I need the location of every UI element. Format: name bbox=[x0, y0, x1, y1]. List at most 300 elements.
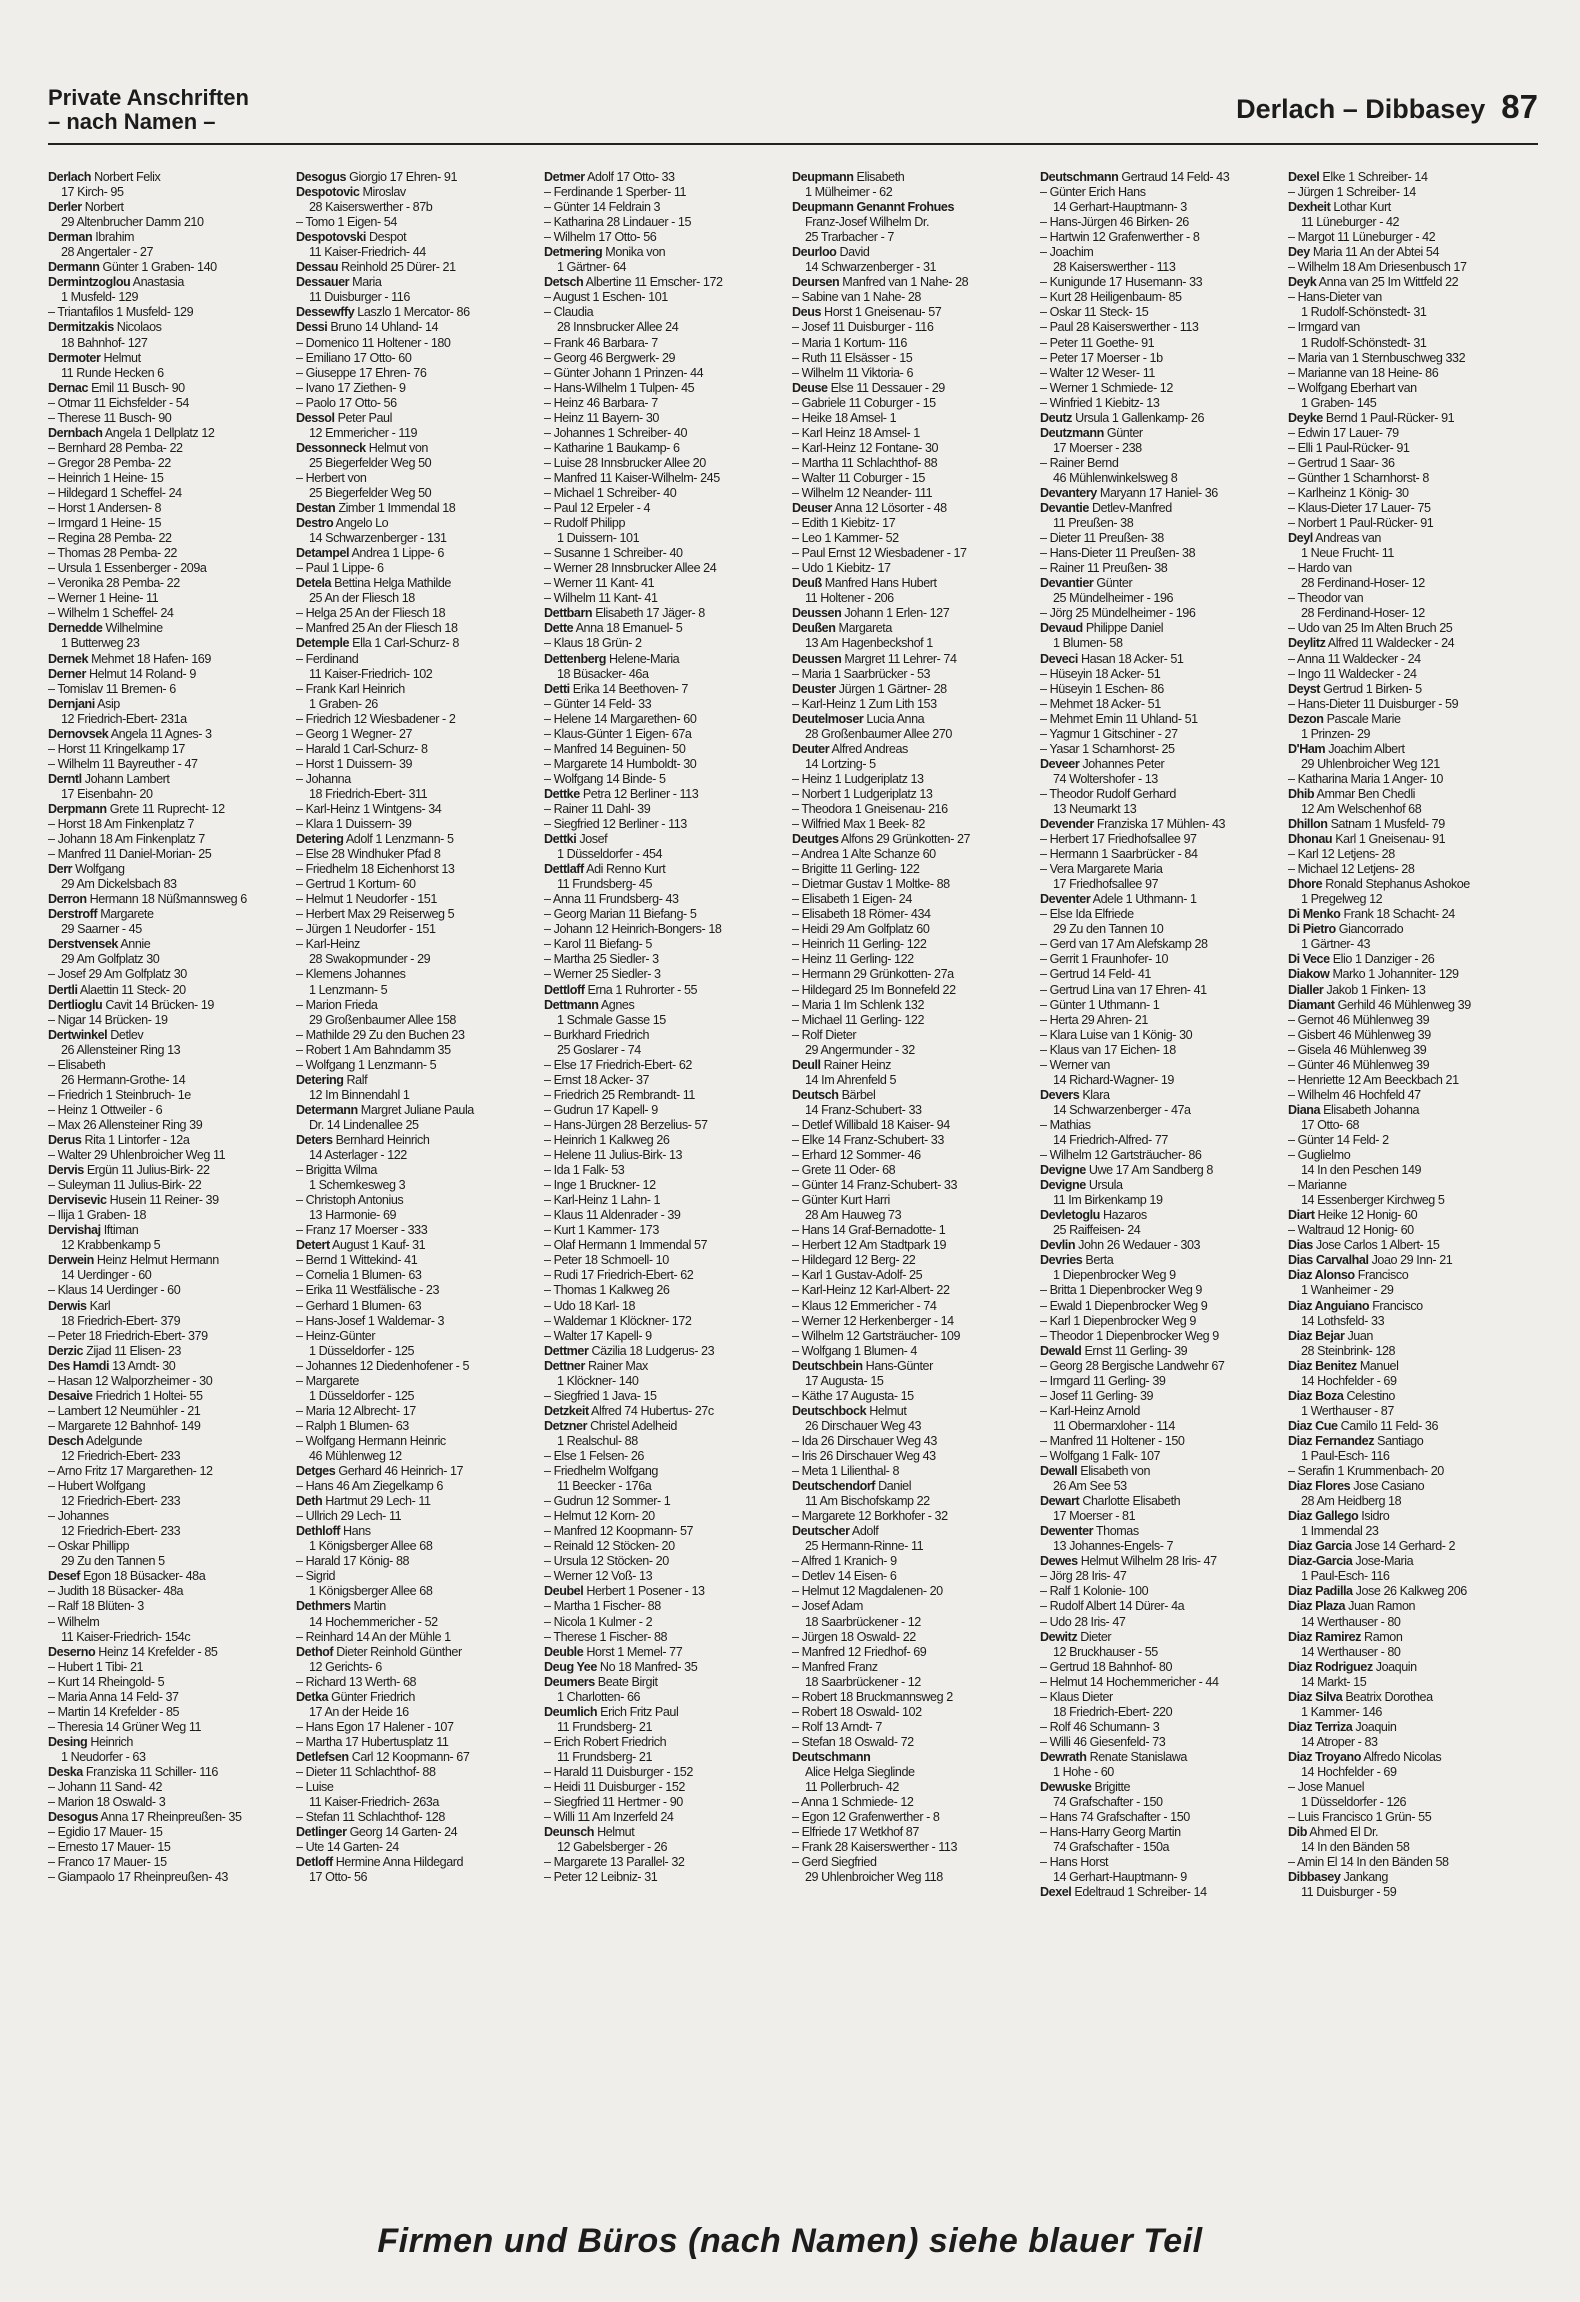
directory-entry: Determann Margret Juliane Paula bbox=[296, 1102, 474, 1117]
directory-entry: Derron Hermann 18 Nüßmannsweg 6 bbox=[48, 892, 247, 907]
directory-entry: – Hubert Wolfgang bbox=[48, 1479, 146, 1494]
directory-entry: Dias Jose Carlos 1 Albert- 15 bbox=[1288, 1238, 1440, 1253]
directory-entry: 12 Friedrich-Ebert- 233 bbox=[61, 1524, 181, 1539]
directory-entry: – Josef 11 Gerling- 39 bbox=[1040, 1388, 1154, 1403]
directory-entry: 14 Hochemmericher - 52 bbox=[309, 1614, 438, 1629]
directory-entry: – Herta 29 Ahren- 21 bbox=[1040, 1012, 1148, 1027]
directory-entry: 11 Obermarxloher - 114 bbox=[1053, 1418, 1175, 1433]
entry-surname: Desef bbox=[48, 1569, 81, 1584]
directory-entry: – Harald 17 König- 88 bbox=[296, 1554, 410, 1569]
entry-surname: Dettki bbox=[544, 832, 577, 847]
directory-entry: – Hartwin 12 Grafenwerther - 8 bbox=[1040, 230, 1200, 245]
directory-entry: – Guglielmo bbox=[1288, 1148, 1351, 1163]
entry-surname: Dhore bbox=[1288, 877, 1323, 892]
entry-surname: Dettke bbox=[544, 786, 580, 801]
entry-surname: Derwein bbox=[48, 1253, 94, 1268]
entry-surname: Dernedde bbox=[48, 621, 103, 636]
directory-entry: – Katharina 28 Lindauer - 15 bbox=[544, 215, 692, 230]
entry-surname: Dernek bbox=[48, 651, 89, 666]
directory-entry: Deutz Ursula 1 Gallenkamp- 26 bbox=[1040, 410, 1205, 425]
entry-surname: Dhib bbox=[1288, 786, 1315, 801]
directory-entry: 14 Asterlager - 122 bbox=[309, 1148, 407, 1163]
directory-entry: – Hans-Jürgen 46 Birken- 26 bbox=[1040, 215, 1189, 230]
directory-entry: – Horst 18 Am Finkenplatz 7 bbox=[48, 817, 195, 832]
entry-surname: Devigne bbox=[1040, 1178, 1086, 1193]
directory-entry: – Gerd van 17 Am Alefskamp 28 bbox=[1040, 937, 1208, 952]
entry-surname: Deuter bbox=[792, 741, 830, 756]
entry-surname: Destro bbox=[296, 516, 334, 531]
directory-entry: – Gertrud Lina van 17 Ehren- 41 bbox=[1040, 982, 1207, 997]
directory-entry: Deyl Andreas van bbox=[1288, 531, 1381, 546]
entry-surname: Dettmann bbox=[544, 997, 599, 1012]
directory-entry: – Martha 17 Hubertusplatz 11 bbox=[296, 1734, 449, 1749]
entry-surname: Dettlaff bbox=[544, 862, 584, 877]
directory-entry: – Hans Egon 17 Halener - 107 bbox=[296, 1719, 454, 1734]
directory-entry: – Klemens Johannes bbox=[296, 967, 406, 982]
directory-entry: – Triantafilos 1 Musfeld- 129 bbox=[48, 305, 194, 320]
directory-entry: – Marion 18 Oswald- 3 bbox=[48, 1795, 166, 1810]
entry-surname: Deuser bbox=[792, 501, 833, 516]
entry-surname: Dertwinkel bbox=[48, 1027, 108, 1042]
entry-surname: Dertlioglu bbox=[48, 997, 103, 1012]
directory-entry: – Marion Frieda bbox=[296, 997, 378, 1012]
directory-entry: – Thomas 1 Kalkweg 26 bbox=[544, 1283, 670, 1298]
directory-entry: – Winfried 1 Kiebitz- 13 bbox=[1040, 395, 1160, 410]
entry-surname: Detela bbox=[296, 576, 332, 591]
directory-entry: – Hermann 29 Grünkotten- 27a bbox=[792, 967, 954, 982]
directory-entry: – Wilhelm bbox=[48, 1614, 100, 1629]
entry-surname: Deussen bbox=[792, 651, 842, 666]
directory-entry: 11 Holtener - 206 bbox=[805, 591, 894, 606]
directory-entry: 1 Wanheimer - 29 bbox=[1301, 1283, 1394, 1298]
directory-entry: – Dieter 11 Preußen- 38 bbox=[1040, 531, 1164, 546]
directory-entry: 12 Am Welschenhof 68 bbox=[1301, 801, 1422, 816]
directory-entry: Diaz Padilla Jose 26 Kalkweg 206 bbox=[1288, 1584, 1467, 1599]
directory-entry: D'Ham Joachim Albert bbox=[1288, 741, 1405, 756]
directory-entry: 1 Mülheimer - 62 bbox=[805, 185, 893, 200]
directory-entry: – Domenico 11 Holtener - 180 bbox=[296, 335, 451, 350]
directory-entry: – Karl-Heinz 1 Zum Lith 153 bbox=[792, 696, 937, 711]
directory-entry: – Therese 11 Busch- 90 bbox=[48, 410, 172, 425]
directory-entry: – Jörg 25 Mündelheimer - 196 bbox=[1040, 606, 1196, 621]
directory-entry: – Karl 1 Gustav-Adolf- 25 bbox=[792, 1268, 923, 1283]
directory-entry: – Hans 46 Am Ziegelkamp 6 bbox=[296, 1479, 443, 1494]
entry-surname: Diaz Fernandez bbox=[1288, 1433, 1375, 1448]
directory-entry: – Dietmar Gustav 1 Moltke- 88 bbox=[792, 877, 950, 892]
entry-surname: Dermintzoglou bbox=[48, 275, 131, 290]
directory-entry: – Heidi 29 Am Golfplatz 60 bbox=[792, 922, 930, 937]
directory-entry: – Paul Ernst 12 Wiesbadener - 17 bbox=[792, 546, 967, 561]
directory-entry: – Werner 1 Heine- 11 bbox=[48, 591, 159, 606]
directory-entry: – Jörg 28 Iris- 47 bbox=[1040, 1569, 1127, 1584]
directory-entry: – Hermann 1 Saarbrücker - 84 bbox=[1040, 847, 1198, 862]
directory-entry: Devletoglu Hazaros bbox=[1040, 1208, 1147, 1223]
directory-entry: – Michael 1 Schreiber- 40 bbox=[544, 485, 677, 500]
directory-entry: – Ursula 12 Stöcken- 20 bbox=[544, 1554, 669, 1569]
entry-surname: Deug Yee bbox=[544, 1659, 597, 1674]
entry-surname: Diaz Flores bbox=[1288, 1479, 1351, 1494]
entry-surname: Devries bbox=[1040, 1253, 1083, 1268]
directory-entry: 26 Hermann-Grothe- 14 bbox=[61, 1072, 186, 1087]
directory-entry: – Werner 11 Kant- 41 bbox=[544, 576, 655, 591]
directory-entry: 25 Hermann-Rinne- 11 bbox=[805, 1539, 924, 1554]
directory-entry: – Manfred 11 Daniel-Morian- 25 bbox=[48, 847, 212, 862]
directory-entry: – Ute 14 Garten- 24 bbox=[296, 1840, 399, 1855]
entry-surname: Diaz Troyano bbox=[1288, 1749, 1361, 1764]
entry-surname: Derpmann bbox=[48, 801, 107, 816]
directory-entry: – Iris 26 Dirschauer Weg 43 bbox=[792, 1448, 936, 1463]
directory-entry: Deunsch Helmut bbox=[544, 1825, 635, 1840]
directory-entry: 17 Friedhofsallee 97 bbox=[1053, 877, 1159, 892]
directory-entry: Dermintzoglou Anastasia bbox=[48, 275, 184, 290]
directory-entry: Dettke Petra 12 Berliner - 113 bbox=[544, 786, 699, 801]
directory-entry: – Helmut 12 Korn- 20 bbox=[544, 1509, 655, 1524]
directory-entry: Desef Egon 18 Büsacker- 48a bbox=[48, 1569, 206, 1584]
entry-surname: Dette bbox=[544, 621, 574, 636]
directory-entry: – Maria van 1 Sternbuschweg 332 bbox=[1288, 350, 1466, 365]
directory-entry: 29 Uhlenbroicher Weg 121 bbox=[1301, 756, 1440, 771]
directory-entry: 18 Friedrich-Ebert- 379 bbox=[61, 1313, 181, 1328]
directory-entry: Detert August 1 Kauf- 31 bbox=[296, 1238, 426, 1253]
directory-entry: – Tomislav 11 Bremen- 6 bbox=[48, 681, 176, 696]
directory-entry: 1 Blumen- 58 bbox=[1053, 636, 1123, 651]
directory-entry: – Katharine 1 Baukamp- 6 bbox=[544, 440, 680, 455]
entry-surname: Dib bbox=[1288, 1825, 1307, 1840]
directory-entry: – Hildegard 12 Berg- 22 bbox=[792, 1253, 916, 1268]
directory-entry: Diaz Rodriguez Joaquin bbox=[1288, 1659, 1417, 1674]
directory-entry: – Irmgard van bbox=[1288, 320, 1360, 335]
entry-surname: Dey bbox=[1288, 245, 1310, 260]
directory-entry: 17 Otto- 68 bbox=[1301, 1117, 1360, 1132]
directory-entry: Devantier Günter bbox=[1040, 576, 1133, 591]
directory-column-2 bbox=[296, 170, 532, 2185]
directory-entry: – Hasan 12 Walporzheimer - 30 bbox=[48, 1373, 213, 1388]
entry-surname: Deunsch bbox=[544, 1825, 595, 1840]
directory-entry: Devantery Maryann 17 Haniel- 36 bbox=[1040, 485, 1218, 500]
entry-surname: Deutzmann bbox=[1040, 425, 1104, 440]
directory-entry: Detampel Andrea 1 Lippe- 6 bbox=[296, 546, 444, 561]
directory-entry: – Kurt 28 Heiligenbaum- 85 bbox=[1040, 290, 1182, 305]
directory-entry: – Gertrud 14 Feld- 41 bbox=[1040, 967, 1151, 982]
directory-entry: 1 Düsseldorfer - 454 bbox=[557, 847, 663, 862]
directory-entry: – Wolfgang 14 Binde- 5 bbox=[544, 771, 666, 786]
directory-entry: – Gertrud 1 Saar- 36 bbox=[1288, 455, 1395, 470]
directory-entry: 11 Kaiser-Friedrich- 102 bbox=[309, 666, 433, 681]
directory-entry: 1 Königsberger Allee 68 bbox=[309, 1539, 433, 1554]
directory-entry: – Klaus 12 Emmericher - 74 bbox=[792, 1298, 937, 1313]
directory-entry: – Nicola 1 Kulmer - 2 bbox=[544, 1614, 653, 1629]
directory-entry: Derwein Heinz Helmut Hermann bbox=[48, 1253, 219, 1268]
directory-entry: Dettloff Erna 1 Ruhrorter - 55 bbox=[544, 982, 698, 997]
directory-entry: 14 In den Peschen 149 bbox=[1301, 1163, 1422, 1178]
directory-entry: 18 Saarbrückener - 12 bbox=[805, 1674, 921, 1689]
directory-entry: – Siegfried 12 Berliner - 113 bbox=[544, 817, 687, 832]
directory-entry: – Emiliano 17 Otto- 60 bbox=[296, 350, 412, 365]
directory-entry: – Ernesto 17 Mauer- 15 bbox=[48, 1840, 171, 1855]
footer-note: Firmen und Büros (nach Namen) siehe blauer Teil bbox=[377, 2222, 1203, 2260]
directory-entry: – Joachim bbox=[1040, 245, 1094, 260]
directory-entry: – Hans-Dieter 11 Duisburger - 59 bbox=[1288, 696, 1459, 711]
directory-entry: Dexel Edeltraud 1 Schreiber- 14 bbox=[1040, 1885, 1207, 1900]
directory-entry: – Oskar Phillipp bbox=[48, 1539, 129, 1554]
directory-entry: – Wilhelm 12 Gartsträucher- 86 bbox=[1040, 1148, 1202, 1163]
directory-entry: – Gisbert 46 Mühlenweg 39 bbox=[1288, 1027, 1431, 1042]
directory-entry: – Ferdinande 1 Sperber- 11 bbox=[544, 185, 687, 200]
directory-entry: – Siegfried 11 Hertmer - 90 bbox=[544, 1795, 683, 1810]
directory-entry: – Gudrun 12 Sommer- 1 bbox=[544, 1494, 671, 1509]
directory-entry: – Maria 1 Saarbrücker - 53 bbox=[792, 666, 931, 681]
directory-entry: – Helene 14 Margarethen- 60 bbox=[544, 711, 697, 726]
directory-entry: 14 Essenberger Kirchweg 5 bbox=[1301, 1193, 1445, 1208]
directory-entry: Detsch Albertine 11 Emscher- 172 bbox=[544, 275, 723, 290]
directory-entry: – Johannes 1 Schreiber- 40 bbox=[544, 425, 688, 440]
directory-entry: – Werner van bbox=[1040, 1057, 1110, 1072]
directory-entry: – Andrea 1 Alte Schanze 60 bbox=[792, 847, 936, 862]
directory-column-5 bbox=[1040, 170, 1276, 2185]
directory-entry: – Elfriede 17 Wetkhof 87 bbox=[792, 1825, 919, 1840]
entry-surname: Detmering bbox=[544, 245, 603, 260]
entry-surname: Devlin bbox=[1040, 1238, 1076, 1253]
directory-entry: – Hans Horst bbox=[1040, 1855, 1109, 1870]
directory-entry: – Inge 1 Bruckner- 12 bbox=[544, 1178, 656, 1193]
directory-entry: – Ursula 1 Essenberger - 209a bbox=[48, 561, 207, 576]
directory-entry: – Willi 11 Am Inzerfeld 24 bbox=[544, 1810, 674, 1825]
directory-entry: 14 Schwarzenberger - 131 bbox=[309, 531, 447, 546]
entry-surname: Dezon bbox=[1288, 711, 1324, 726]
directory-entry: 29 Altenbrucher Damm 210 bbox=[61, 215, 204, 230]
entry-surname: Despotovski bbox=[296, 230, 366, 245]
directory-entry: – Karl-Heinz 1 Wintgens- 34 bbox=[296, 801, 442, 816]
directory-entry: – Anna 11 Frundsberg- 43 bbox=[544, 892, 679, 907]
directory-entry: Deutges Alfons 29 Grünkotten- 27 bbox=[792, 832, 971, 847]
entry-surname: Dessol bbox=[296, 410, 335, 425]
directory-entry: – Ilija 1 Graben- 18 bbox=[48, 1208, 147, 1223]
directory-entry: 1 Graben- 145 bbox=[1301, 395, 1377, 410]
entry-surname: Dettbarn bbox=[544, 606, 593, 621]
directory-entry: – Gabriele 11 Coburger - 15 bbox=[792, 395, 936, 410]
directory-entry: – Wolfgang 1 Blumen- 4 bbox=[792, 1343, 917, 1358]
directory-entry: Deth Hartmut 29 Lech- 11 bbox=[296, 1494, 431, 1509]
directory-entry: – Gisela 46 Mühlenweg 39 bbox=[1288, 1042, 1427, 1057]
directory-entry: – Günter 14 Feld- 33 bbox=[544, 696, 652, 711]
entry-surname: Diart bbox=[1288, 1208, 1315, 1223]
directory-entry: – Hans-Harry Georg Martin bbox=[1040, 1825, 1181, 1840]
directory-entry: 1 Königsberger Allee 68 bbox=[309, 1584, 433, 1599]
page-range bbox=[1236, 88, 1538, 125]
directory-entry: – Cornelia 1 Blumen- 63 bbox=[296, 1268, 422, 1283]
entry-surname: Detzner bbox=[544, 1418, 588, 1433]
directory-entry: – Yasar 1 Scharnhorst- 25 bbox=[1040, 741, 1175, 756]
directory-entry: 12 Friedrich-Ebert- 233 bbox=[61, 1494, 181, 1509]
directory-entry: Diaz Boza Celestino bbox=[1288, 1388, 1395, 1403]
directory-entry: 18 Bahnhof- 127 bbox=[61, 335, 148, 350]
directory-entry: Dr. 14 Lindenallee 25 bbox=[309, 1117, 419, 1132]
directory-entry: Dib Ahmed El Dr. bbox=[1288, 1825, 1379, 1840]
directory-entry: Derwis Karl bbox=[48, 1298, 111, 1313]
directory-entry: Dibbasey Jankang bbox=[1288, 1870, 1388, 1885]
directory-entry: – Herbert von bbox=[296, 470, 367, 485]
directory-entry: – Theodor 1 Diepenbrocker Weg 9 bbox=[1040, 1328, 1219, 1343]
directory-entry: – Heinz 1 Ottweiler - 6 bbox=[48, 1102, 163, 1117]
directory-entry: – Hans-Dieter 11 Preußen- 38 bbox=[1040, 546, 1196, 561]
directory-entry: 11 Duisburger - 59 bbox=[1301, 1885, 1397, 1900]
entry-surname: Dessewffy bbox=[296, 305, 355, 320]
directory-entry: 11 Beecker - 176a bbox=[557, 1479, 652, 1494]
directory-entry: – Waldemar 1 Klöckner- 172 bbox=[544, 1313, 692, 1328]
entry-surname: Detert bbox=[296, 1238, 330, 1253]
directory-entry: Dewrath Renate Stanislawa bbox=[1040, 1749, 1187, 1764]
directory-entry: – Johann 18 Am Finkenplatz 7 bbox=[48, 832, 205, 847]
directory-entry: – Anna 11 Waldecker - 24 bbox=[1288, 651, 1421, 666]
directory-entry bbox=[792, 1750, 1028, 1765]
directory-entry: 29 Am Golfplatz 30 bbox=[61, 952, 160, 967]
directory-entry: – Franz 17 Moerser - 333 bbox=[296, 1223, 428, 1238]
directory-entry: – Paul 1 Lippe- 6 bbox=[296, 561, 384, 576]
directory-entry: Dettki Josef bbox=[544, 832, 608, 847]
directory-entry: – Margarete 12 Bahnhof- 149 bbox=[48, 1418, 201, 1433]
directory-entry: 14 Schwarzenberger - 31 bbox=[805, 260, 937, 275]
directory-entry: – Gerhard 1 Blumen- 63 bbox=[296, 1298, 422, 1313]
directory-entry: – Giampaolo 17 Rheinpreußen- 43 bbox=[48, 1870, 228, 1885]
directory-entry: – Harald 11 Duisburger - 152 bbox=[544, 1764, 693, 1779]
entry-surname: Diaz Rodriguez bbox=[1288, 1659, 1373, 1674]
entry-surname: Deutelmoser bbox=[792, 711, 864, 726]
directory-entry: Franz-Josef Wilhelm Dr. bbox=[805, 215, 930, 230]
entry-surname: Deull bbox=[792, 1057, 821, 1072]
directory-entry: 18 Friedrich-Ebert- 311 bbox=[309, 786, 428, 801]
directory-entry: – Manfred 11 Kaiser-Wilhelm- 245 bbox=[544, 470, 720, 485]
directory-entry: 12 Gerichts- 6 bbox=[309, 1659, 382, 1674]
directory-entry: Di Menko Frank 18 Schacht- 24 bbox=[1288, 907, 1455, 922]
directory-entry: Devantie Detlev-Manfred bbox=[1040, 501, 1172, 516]
directory-entry: – Friedrich 25 Rembrandt- 11 bbox=[544, 1087, 695, 1102]
directory-entry: – Günter 14 Feld- 2 bbox=[1288, 1133, 1389, 1147]
directory-entry: – Irmgard 1 Heine- 15 bbox=[48, 516, 162, 531]
directory-entry: – Ewald 1 Diepenbrocker Weg 9 bbox=[1040, 1298, 1208, 1313]
entry-surname: Dexel bbox=[1288, 170, 1320, 184]
directory-entry: Dettlaff Adi Renno Kurt bbox=[544, 862, 666, 877]
directory-entry: Derlach Norbert Felix bbox=[48, 170, 161, 184]
entry-surname: Des Hamdi bbox=[48, 1358, 110, 1373]
directory-entry: 29 Saarner - 45 bbox=[61, 922, 142, 937]
entry-surname: Deutschmann bbox=[1040, 170, 1119, 184]
directory-entry: 1 Hohe - 60 bbox=[1053, 1764, 1114, 1779]
directory-entry: Deus Horst 1 Gneisenau- 57 bbox=[792, 305, 942, 320]
directory-entry: – Heinz 46 Barbara- 7 bbox=[544, 395, 658, 410]
directory-entry: – Heinz 11 Gerling- 122 bbox=[792, 952, 914, 967]
directory-entry: Derman Ibrahim bbox=[48, 230, 135, 245]
entry-surname: Deutschendorf bbox=[792, 1479, 876, 1494]
directory-entry: Deyst Gertrud 1 Birken- 5 bbox=[1288, 681, 1422, 696]
directory-entry: 14 Gerhart-Hauptmann- 9 bbox=[1053, 1870, 1187, 1885]
entry-surname: Derstroff bbox=[48, 907, 98, 922]
directory-entry: Derntl Johann Lambert bbox=[48, 771, 170, 786]
directory-entry: 14 Atroper - 83 bbox=[1301, 1734, 1378, 1749]
directory-entry: Dernek Mehmet 18 Hafen- 169 bbox=[48, 651, 211, 666]
entry-surname: Derman bbox=[48, 230, 93, 245]
directory-entry: – Udo 28 Iris- 47 bbox=[1040, 1614, 1126, 1629]
directory-entry: – Detlev 14 Eisen- 6 bbox=[792, 1569, 897, 1584]
directory-entry: Derpmann Grete 11 Ruprecht- 12 bbox=[48, 801, 225, 816]
directory-entry: 29 Zu den Tannen 10 bbox=[1053, 922, 1164, 937]
directory-entry: – Waltraud 12 Honig- 60 bbox=[1288, 1223, 1414, 1238]
entry-surname: Desch bbox=[48, 1433, 84, 1448]
directory-entry: 11 Im Birkenkamp 19 bbox=[1053, 1193, 1163, 1208]
directory-entry: 1 Schemkesweg 3 bbox=[309, 1178, 406, 1193]
directory-entry: Deubel Herbert 1 Posener - 13 bbox=[544, 1584, 705, 1599]
directory-entry: – Suleyman 11 Julius-Birk- 22 bbox=[48, 1178, 202, 1193]
entry-surname: Dermitzakis bbox=[48, 320, 114, 335]
directory-entry: Dertli Alaettin 11 Steck- 20 bbox=[48, 982, 186, 997]
directory-entry: – Horst 11 Kringelkamp 17 bbox=[48, 741, 185, 756]
directory-entry: – Paolo 17 Otto- 56 bbox=[296, 395, 397, 410]
entry-surname: Dewuske bbox=[1040, 1780, 1092, 1795]
directory-entry: 25 Biegerfelder Weg 50 bbox=[309, 455, 432, 470]
directory-entry: – Burkhard Friedrich bbox=[544, 1027, 650, 1042]
entry-surname: Dethmers bbox=[296, 1599, 351, 1614]
directory-entry: 26 Allensteiner Ring 13 bbox=[61, 1042, 181, 1057]
entry-surname: Diaz Silva bbox=[1288, 1689, 1343, 1704]
entry-surname: Deutsch bbox=[792, 1087, 839, 1102]
directory-entry: 14 Lothsfeld- 33 bbox=[1301, 1313, 1385, 1328]
entry-surname: Deursen bbox=[792, 275, 840, 290]
directory-entry: – Paul 12 Erpeler - 4 bbox=[544, 501, 651, 516]
directory-entry: Dewuske Brigitte bbox=[1040, 1780, 1131, 1795]
entry-surname: Deveer bbox=[1040, 756, 1080, 771]
directory-entry: – Karl-Heinz Arnold bbox=[1040, 1403, 1140, 1418]
directory-entry: – Paul 28 Kaiserswerther - 113 bbox=[1040, 320, 1199, 335]
directory-entry: – Heinz 11 Bayern- 30 bbox=[544, 410, 659, 425]
directory-entry: Detges Gerhard 46 Heinrich- 17 bbox=[296, 1464, 464, 1479]
entry-surname: Deußen bbox=[792, 621, 836, 636]
directory-entry: Dewenter Thomas bbox=[1040, 1524, 1139, 1539]
directory-entry: Deußen Margareta bbox=[792, 621, 892, 636]
directory-entry: 25 Goslarer - 74 bbox=[557, 1042, 641, 1057]
directory-entry: – Helmut 1 Neudorfer - 151 bbox=[296, 892, 437, 907]
directory-entry: 29 Zu den Tannen 5 bbox=[61, 1554, 165, 1569]
directory-entry: Dervis Ergün 11 Julius-Birk- 22 bbox=[48, 1163, 210, 1178]
directory-entry: – August 1 Eschen- 101 bbox=[544, 290, 668, 305]
directory-entry: 11 Pollerbruch- 42 bbox=[805, 1780, 899, 1795]
directory-entry: – Lambert 12 Neumühler - 21 bbox=[48, 1403, 201, 1418]
entry-surname: Devers bbox=[1040, 1087, 1080, 1102]
directory-entry: – Hüseyin 1 Eschen- 86 bbox=[1040, 681, 1164, 696]
directory-entry: – Günter 46 Mühlenweg 39 bbox=[1288, 1057, 1430, 1072]
directory-entry: – Hubert 1 Tibi- 21 bbox=[48, 1659, 144, 1674]
directory-entry: – Herbert 12 Am Stadtpark 19 bbox=[792, 1238, 947, 1253]
directory-entry: 13 Am Hagenbeckshof 1 bbox=[805, 636, 933, 651]
directory-entry: 14 Markt- 15 bbox=[1301, 1674, 1367, 1689]
directory-entry: Dervisevic Husein 11 Reiner- 39 bbox=[48, 1193, 219, 1208]
directory-entry: 29 Großenbaumer Allee 158 bbox=[309, 1012, 456, 1027]
directory-entry: Dialler Jakob 1 Finken- 13 bbox=[1288, 982, 1426, 997]
directory-entry: – Else 1 Felsen- 26 bbox=[544, 1448, 644, 1463]
directory-entry: – Rolf 46 Schumann- 3 bbox=[1040, 1719, 1160, 1734]
entry-surname: Devantie bbox=[1040, 501, 1089, 516]
directory-entry: Detti Erika 14 Beethoven- 7 bbox=[544, 681, 688, 696]
directory-entry: – Rolf Dieter bbox=[792, 1027, 857, 1042]
directory-entry: 12 Friedrich-Ebert- 233 bbox=[61, 1448, 181, 1463]
directory-entry: – Reinald 12 Stöcken- 20 bbox=[544, 1539, 675, 1554]
directory-entry: 17 Eisenbahn- 20 bbox=[61, 786, 153, 801]
directory-entry: – Karl-Heinz 1 Lahn- 1 bbox=[544, 1193, 661, 1208]
directory-entry: Deurloo David bbox=[792, 245, 870, 260]
entry-surname: Detti bbox=[544, 681, 570, 696]
directory-entry: Dessauer Maria bbox=[296, 275, 382, 290]
entry-surname: Dettenberg bbox=[544, 651, 606, 666]
entry-surname: Desaive bbox=[48, 1388, 93, 1403]
directory-entry: Deska Franziska 11 Schiller- 116 bbox=[48, 1764, 218, 1779]
